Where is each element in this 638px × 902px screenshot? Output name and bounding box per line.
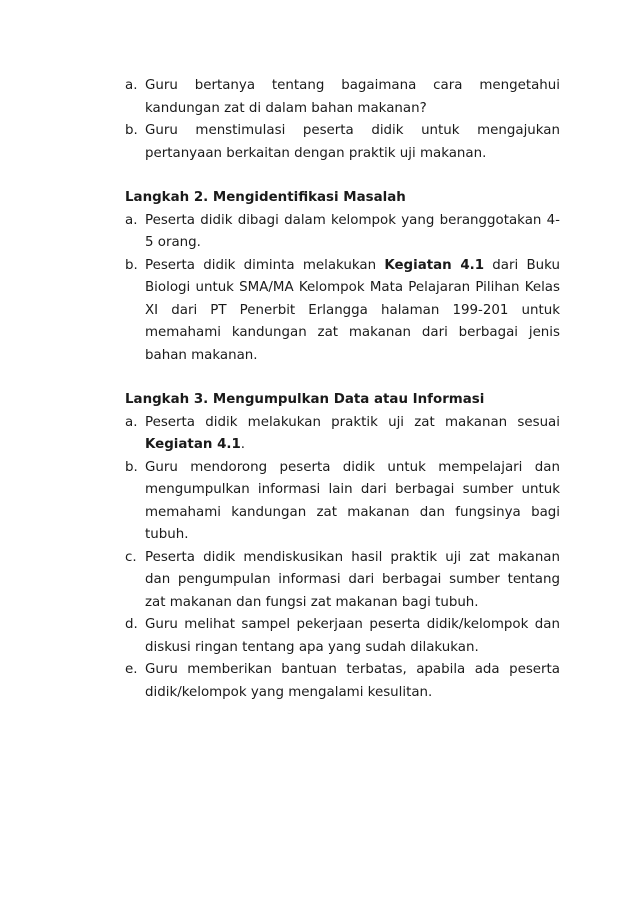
- intro-list: [125, 75, 560, 165]
- list-marker: c.: [125, 549, 137, 565]
- list-item: [125, 614, 560, 659]
- list-marker: a.: [125, 78, 138, 93]
- list-item: [125, 75, 560, 120]
- section-langkah-3: [125, 389, 560, 704]
- list-item: [125, 457, 560, 547]
- langkah-2-list: [125, 210, 560, 368]
- list-marker: d.: [125, 617, 138, 632]
- section-langkah-2: [125, 187, 560, 367]
- activity-reference: Kegiatan 4.1: [145, 437, 241, 452]
- section-intro: [125, 75, 560, 165]
- section-heading: Langkah 2. Mengidentifikasi Masalah: [125, 190, 406, 205]
- list-item-text: Peserta didik mendiskusikan hasil praktik uji zat makanan dan pengumpulan informasi dari berbagai sumber tentang zat makanan dan fungsi zat makanan bagi tubuh.: [145, 549, 560, 610]
- list-item-text: Guru bertanya tentang bagaimana cara mengetahui kandungan zat di dalam bahan makanan?: [145, 78, 560, 116]
- list-item: [125, 210, 560, 255]
- list-item-text: Guru melihat sampel pekerjaan peserta didik/kelompok dan diskusi ringan tentang apa yang sudah dilakukan.: [145, 617, 560, 655]
- list-item: [125, 412, 560, 457]
- list-item-text-post: dari Buku Biologi untuk SMA/MA Kelompok Mata Pelajaran Pilihan Kelas XI dari PT Penerbit Erlangga halaman 199-201 untuk memahami kandungan zat makanan dari berbagai jenis bahan makanan.: [145, 257, 560, 363]
- list-item: [125, 659, 560, 704]
- list-item-text: Guru memberikan bantuan terbatas, apabila ada peserta didik/kelompok yang mengalami kesulitan.: [145, 662, 560, 700]
- list-marker: b.: [125, 257, 138, 273]
- list-marker: b.: [125, 123, 138, 138]
- list-item: [125, 255, 560, 368]
- list-item-text: Guru menstimulasi peserta didik untuk mengajukan pertanyaan berkaitan dengan praktik uji makanan.: [145, 123, 560, 161]
- activity-reference: Kegiatan 4.1: [384, 257, 485, 273]
- list-item: [125, 547, 560, 615]
- list-marker: a.: [125, 414, 138, 430]
- document-page: [125, 75, 560, 704]
- list-item-text-post: .: [240, 437, 246, 452]
- langkah-3-list: [125, 412, 560, 705]
- list-item: [125, 120, 560, 165]
- list-item-text-pre: Peserta didik melakukan praktik uji zat makanan sesuai: [145, 414, 560, 430]
- list-marker: a.: [125, 212, 138, 228]
- list-item-text-pre: Peserta didik diminta melakukan: [145, 257, 385, 273]
- list-marker: b.: [125, 459, 138, 475]
- section-heading: Langkah 3. Mengumpulkan Data atau Informasi: [125, 392, 485, 407]
- list-item-text: Guru mendorong peserta didik untuk mempelajari dan mengumpulkan informasi lain dari berbagai sumber untuk memahami kandungan zat makanan dan fungsinya bagi tubuh.: [145, 459, 560, 542]
- list-item-text: Peserta didik dibagi dalam kelompok yang beranggotakan 4-5 orang.: [145, 212, 560, 250]
- list-marker: e.: [125, 662, 138, 677]
